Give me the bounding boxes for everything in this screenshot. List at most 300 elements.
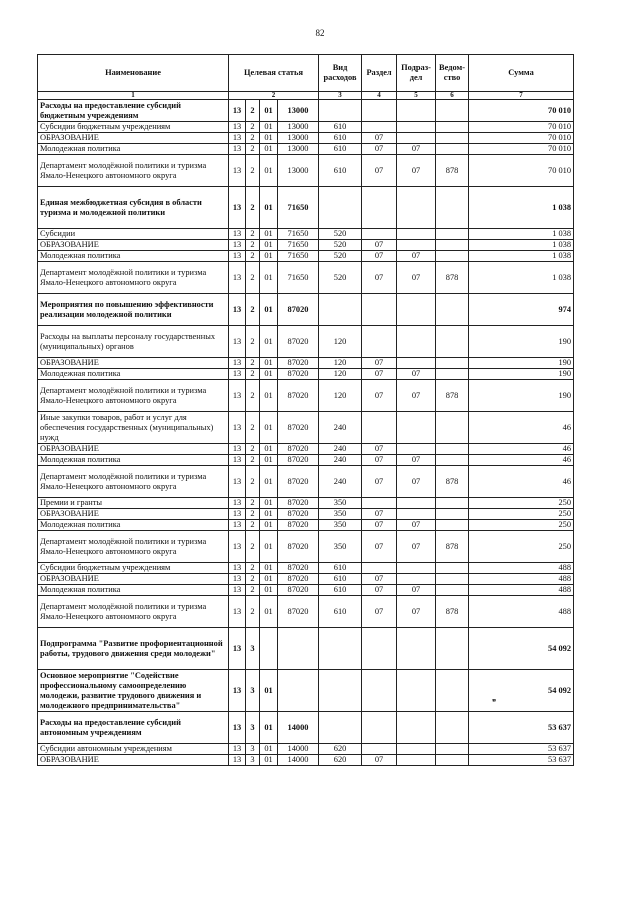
target-1-cell: 13 — [229, 520, 246, 531]
target-2-cell: 2 — [246, 133, 260, 144]
vedomstvo-cell — [436, 412, 469, 444]
target-4-cell: 87020 — [278, 596, 319, 628]
target-1-cell: 13 — [229, 628, 246, 670]
scan-mark: ❞ — [492, 698, 497, 707]
table-row — [38, 444, 574, 455]
vedomstvo-cell — [436, 229, 469, 240]
target-1-cell: 13 — [229, 744, 246, 755]
razdel-cell — [362, 744, 397, 755]
target-3-cell: 01 — [260, 596, 278, 628]
vid-cell: 520 — [319, 240, 362, 251]
vedomstvo-cell — [436, 520, 469, 531]
target-4-cell — [278, 670, 319, 712]
razdel-cell: 07 — [362, 155, 397, 187]
vedomstvo-cell — [436, 574, 469, 585]
table-row — [38, 744, 574, 755]
table-row — [38, 412, 574, 444]
sum-cell: 190 — [469, 369, 574, 380]
name-cell: Молодежная политика — [38, 585, 229, 596]
table-row — [38, 628, 574, 670]
target-4-cell: 14000 — [278, 744, 319, 755]
podrazdel-cell — [397, 574, 436, 585]
podrazdel-cell: 07 — [397, 144, 436, 155]
name-cell: Молодежная политика — [38, 520, 229, 531]
razdel-cell: 07 — [362, 455, 397, 466]
target-1-cell: 13 — [229, 380, 246, 412]
table-row — [38, 262, 574, 294]
sum-cell: 53 637 — [469, 744, 574, 755]
target-3-cell: 01 — [260, 509, 278, 520]
sum-cell: 46 — [469, 412, 574, 444]
table-row — [38, 455, 574, 466]
podrazdel-cell — [397, 412, 436, 444]
target-4-cell: 87020 — [278, 509, 319, 520]
table-row — [38, 240, 574, 251]
target-3-cell: 01 — [260, 155, 278, 187]
name-cell: Подпрограмма "Развитие профориентационной работы, трудового движения среди молодежи" — [38, 628, 229, 670]
target-1-cell: 13 — [229, 498, 246, 509]
name-cell: Молодежная политика — [38, 455, 229, 466]
target-2-cell: 2 — [246, 369, 260, 380]
name-cell: Расходы на предоставление субсидий автономным учреждениям — [38, 712, 229, 744]
vid-cell: 350 — [319, 498, 362, 509]
target-2-cell: 2 — [246, 122, 260, 133]
target-4-cell: 13000 — [278, 155, 319, 187]
target-3-cell: 01 — [260, 444, 278, 455]
name-cell: ОБРАЗОВАНИЕ — [38, 755, 229, 766]
target-1-cell: 13 — [229, 229, 246, 240]
vid-cell: 610 — [319, 585, 362, 596]
name-cell: Департамент молодёжной политики и туризма Ямало-Ненецкого автономного округа — [38, 380, 229, 412]
vid-cell: 520 — [319, 262, 362, 294]
target-2-cell: 2 — [246, 380, 260, 412]
vedomstvo-cell: 878 — [436, 155, 469, 187]
target-3-cell: 01 — [260, 100, 278, 122]
target-2-cell: 2 — [246, 251, 260, 262]
target-4-cell: 87020 — [278, 466, 319, 498]
target-1-cell: 13 — [229, 509, 246, 520]
target-2-cell: 2 — [246, 466, 260, 498]
target-1-cell: 13 — [229, 262, 246, 294]
sum-cell: 70 010 — [469, 144, 574, 155]
target-4-cell: 87020 — [278, 326, 319, 358]
razdel-cell — [362, 670, 397, 712]
sum-cell: 54 092 — [469, 670, 574, 712]
target-3-cell: 01 — [260, 574, 278, 585]
sum-cell: 46 — [469, 444, 574, 455]
target-4-cell: 87020 — [278, 574, 319, 585]
target-4-cell: 87020 — [278, 294, 319, 326]
podrazdel-cell — [397, 240, 436, 251]
header-summa: Сумма — [469, 55, 574, 92]
podrazdel-cell — [397, 744, 436, 755]
podrazdel-cell: 07 — [397, 155, 436, 187]
sum-cell: 190 — [469, 326, 574, 358]
table-row — [38, 100, 574, 122]
podrazdel-cell: 07 — [397, 251, 436, 262]
vedomstvo-cell — [436, 670, 469, 712]
vedomstvo-cell — [436, 294, 469, 326]
vid-cell — [319, 712, 362, 744]
razdel-cell: 07 — [362, 574, 397, 585]
podrazdel-cell — [397, 100, 436, 122]
target-1-cell: 13 — [229, 155, 246, 187]
colnum-6: 6 — [436, 92, 469, 100]
podrazdel-cell: 07 — [397, 369, 436, 380]
target-3-cell: 01 — [260, 563, 278, 574]
target-1-cell: 13 — [229, 358, 246, 369]
name-cell: Департамент молодёжной политики и туризма Ямало-Ненецкого автономного округа — [38, 262, 229, 294]
vid-cell: 610 — [319, 155, 362, 187]
vid-cell: 610 — [319, 563, 362, 574]
podrazdel-cell — [397, 712, 436, 744]
table-row — [38, 466, 574, 498]
razdel-cell — [362, 187, 397, 229]
sum-cell: 70 010 — [469, 122, 574, 133]
target-2-cell: 2 — [246, 509, 260, 520]
table-row — [38, 509, 574, 520]
podrazdel-cell — [397, 755, 436, 766]
vid-cell: 350 — [319, 509, 362, 520]
target-4-cell: 87020 — [278, 380, 319, 412]
vid-cell — [319, 187, 362, 229]
target-3-cell: 01 — [260, 755, 278, 766]
table-row — [38, 755, 574, 766]
target-4-cell: 71650 — [278, 262, 319, 294]
vedomstvo-cell — [436, 251, 469, 262]
target-3-cell: 01 — [260, 585, 278, 596]
vedomstvo-cell — [436, 455, 469, 466]
name-cell: Субсидии бюджетным учреждениям — [38, 563, 229, 574]
razdel-cell: 07 — [362, 585, 397, 596]
name-cell: Расходы на выплаты персоналу государственных (муниципальных) органов — [38, 326, 229, 358]
vedomstvo-cell — [436, 187, 469, 229]
target-1-cell: 13 — [229, 755, 246, 766]
razdel-cell — [362, 100, 397, 122]
vid-cell: 120 — [319, 326, 362, 358]
vedomstvo-cell — [436, 628, 469, 670]
target-2-cell: 2 — [246, 294, 260, 326]
name-cell: ОБРАЗОВАНИЕ — [38, 574, 229, 585]
target-2-cell: 2 — [246, 155, 260, 187]
name-cell: ОБРАЗОВАНИЕ — [38, 444, 229, 455]
target-2-cell: 2 — [246, 240, 260, 251]
vedomstvo-cell: 878 — [436, 596, 469, 628]
podrazdel-cell: 07 — [397, 531, 436, 563]
razdel-cell — [362, 294, 397, 326]
target-1-cell: 13 — [229, 133, 246, 144]
target-4-cell: 13000 — [278, 122, 319, 133]
sum-cell: 488 — [469, 585, 574, 596]
vid-cell: 120 — [319, 358, 362, 369]
target-3-cell: 01 — [260, 251, 278, 262]
target-4-cell: 87020 — [278, 369, 319, 380]
target-1-cell: 13 — [229, 455, 246, 466]
vid-cell — [319, 294, 362, 326]
table-row — [38, 563, 574, 574]
target-2-cell: 2 — [246, 229, 260, 240]
razdel-cell — [362, 122, 397, 133]
target-1-cell: 13 — [229, 670, 246, 712]
razdel-cell: 07 — [362, 444, 397, 455]
sum-cell: 1 038 — [469, 251, 574, 262]
vedomstvo-cell — [436, 326, 469, 358]
target-1-cell: 13 — [229, 240, 246, 251]
vedomstvo-cell — [436, 240, 469, 251]
column-number-row — [38, 92, 574, 100]
table-row — [38, 520, 574, 531]
target-1-cell: 13 — [229, 574, 246, 585]
podrazdel-cell — [397, 444, 436, 455]
vid-cell: 610 — [319, 574, 362, 585]
target-4-cell: 87020 — [278, 358, 319, 369]
sum-cell: 46 — [469, 455, 574, 466]
name-cell: Единая межбюджетная субсидия в области туризма и молодежной политики — [38, 187, 229, 229]
header-razdel: Раздел — [362, 55, 397, 92]
target-2-cell: 2 — [246, 563, 260, 574]
vid-cell: 610 — [319, 596, 362, 628]
sum-cell: 250 — [469, 520, 574, 531]
target-1-cell: 13 — [229, 326, 246, 358]
razdel-cell: 07 — [362, 466, 397, 498]
vid-cell: 240 — [319, 466, 362, 498]
target-1-cell: 13 — [229, 251, 246, 262]
table-row — [38, 144, 574, 155]
target-2-cell: 2 — [246, 498, 260, 509]
razdel-cell: 07 — [362, 240, 397, 251]
podrazdel-cell — [397, 628, 436, 670]
razdel-cell: 07 — [362, 144, 397, 155]
sum-cell: 190 — [469, 358, 574, 369]
budget-table — [37, 54, 574, 766]
target-3-cell: 01 — [260, 240, 278, 251]
name-cell: Премии и гранты — [38, 498, 229, 509]
colnum-2: 2 — [229, 92, 319, 100]
vedomstvo-cell — [436, 509, 469, 520]
target-4-cell: 13000 — [278, 100, 319, 122]
target-1-cell: 13 — [229, 144, 246, 155]
sum-cell: 974 — [469, 294, 574, 326]
podrazdel-cell — [397, 122, 436, 133]
sum-cell: 46 — [469, 466, 574, 498]
table-row — [38, 294, 574, 326]
table-row — [38, 585, 574, 596]
table-row — [38, 251, 574, 262]
vid-cell — [319, 670, 362, 712]
target-1-cell: 13 — [229, 712, 246, 744]
colnum-5: 5 — [397, 92, 436, 100]
target-4-cell: 87020 — [278, 531, 319, 563]
target-2-cell: 2 — [246, 585, 260, 596]
target-1-cell: 13 — [229, 187, 246, 229]
razdel-cell: 07 — [362, 520, 397, 531]
vedomstvo-cell: 878 — [436, 466, 469, 498]
sum-cell: 1 038 — [469, 262, 574, 294]
sum-cell: 190 — [469, 380, 574, 412]
target-2-cell: 2 — [246, 412, 260, 444]
colnum-7: 7 — [469, 92, 574, 100]
target-2-cell: 2 — [246, 144, 260, 155]
table-row — [38, 531, 574, 563]
target-2-cell: 2 — [246, 455, 260, 466]
target-1-cell: 13 — [229, 122, 246, 133]
razdel-cell: 07 — [362, 369, 397, 380]
target-3-cell: 01 — [260, 262, 278, 294]
target-4-cell: 71650 — [278, 240, 319, 251]
target-2-cell: 2 — [246, 520, 260, 531]
podrazdel-cell — [397, 187, 436, 229]
vedomstvo-cell — [436, 755, 469, 766]
target-3-cell: 01 — [260, 520, 278, 531]
target-3-cell: 01 — [260, 712, 278, 744]
podrazdel-cell — [397, 509, 436, 520]
name-cell: Молодежная политика — [38, 369, 229, 380]
vid-cell: 350 — [319, 520, 362, 531]
sum-cell: 250 — [469, 509, 574, 520]
target-2-cell: 2 — [246, 444, 260, 455]
vedomstvo-cell — [436, 122, 469, 133]
target-2-cell: 3 — [246, 712, 260, 744]
name-cell: Субсидии автономным учреждениям — [38, 744, 229, 755]
sum-cell: 488 — [469, 596, 574, 628]
razdel-cell: 07 — [362, 380, 397, 412]
target-2-cell: 2 — [246, 326, 260, 358]
header-vid: Вид расходов — [319, 55, 362, 92]
vedomstvo-cell — [436, 585, 469, 596]
vedomstvo-cell — [436, 744, 469, 755]
target-2-cell: 3 — [246, 670, 260, 712]
name-cell: ОБРАЗОВАНИЕ — [38, 509, 229, 520]
target-2-cell: 2 — [246, 596, 260, 628]
table-row — [38, 498, 574, 509]
razdel-cell — [362, 498, 397, 509]
target-3-cell: 01 — [260, 744, 278, 755]
podrazdel-cell — [397, 326, 436, 358]
vedomstvo-cell — [436, 712, 469, 744]
podrazdel-cell: 07 — [397, 380, 436, 412]
colnum-4: 4 — [362, 92, 397, 100]
vid-cell: 610 — [319, 144, 362, 155]
target-1-cell: 13 — [229, 585, 246, 596]
sum-cell: 70 010 — [469, 100, 574, 122]
name-cell: Мероприятия по повышению эффективности реализации молодежной политики — [38, 294, 229, 326]
vedomstvo-cell — [436, 563, 469, 574]
target-2-cell: 2 — [246, 100, 260, 122]
name-cell: Департамент молодёжной политики и туризма Ямало-Ненецкого автономного округа — [38, 596, 229, 628]
target-3-cell: 01 — [260, 369, 278, 380]
target-3-cell: 01 — [260, 380, 278, 412]
vid-cell — [319, 100, 362, 122]
target-1-cell: 13 — [229, 294, 246, 326]
sum-cell: 53 637 — [469, 712, 574, 744]
razdel-cell: 07 — [362, 251, 397, 262]
sum-cell: 70 010 — [469, 155, 574, 187]
target-3-cell: 01 — [260, 122, 278, 133]
name-cell: Департамент молодёжной политики и туризма Ямало-Ненецкого автономного округа — [38, 466, 229, 498]
vid-cell: 350 — [319, 531, 362, 563]
header-target: Целевая статья — [229, 55, 319, 92]
name-cell: Иные закупки товаров, работ и услуг для обеспечения государственных (муниципальных) нужд — [38, 412, 229, 444]
target-4-cell — [278, 628, 319, 670]
target-2-cell: 2 — [246, 262, 260, 294]
target-3-cell: 01 — [260, 531, 278, 563]
podrazdel-cell — [397, 229, 436, 240]
target-2-cell: 2 — [246, 187, 260, 229]
target-4-cell: 87020 — [278, 498, 319, 509]
vedomstvo-cell — [436, 133, 469, 144]
podrazdel-cell — [397, 563, 436, 574]
name-cell: Молодежная политика — [38, 144, 229, 155]
target-1-cell: 13 — [229, 444, 246, 455]
razdel-cell — [362, 563, 397, 574]
sum-cell: 250 — [469, 531, 574, 563]
table-row — [38, 155, 574, 187]
page-number: 82 — [315, 28, 325, 38]
target-3-cell: 01 — [260, 670, 278, 712]
vedomstvo-cell — [436, 498, 469, 509]
target-2-cell: 3 — [246, 628, 260, 670]
target-1-cell: 13 — [229, 412, 246, 444]
header-vedomstvo: Ведом-ство — [436, 55, 469, 92]
name-cell: ОБРАЗОВАНИЕ — [38, 358, 229, 369]
target-3-cell: 01 — [260, 187, 278, 229]
vid-cell: 610 — [319, 122, 362, 133]
vid-cell: 620 — [319, 744, 362, 755]
vid-cell: 520 — [319, 251, 362, 262]
table-row — [38, 122, 574, 133]
podrazdel-cell: 07 — [397, 520, 436, 531]
table-row — [38, 229, 574, 240]
colnum-1: 1 — [38, 92, 229, 100]
target-3-cell: 01 — [260, 229, 278, 240]
name-cell: Субсидии бюджетным учреждениям — [38, 122, 229, 133]
vedomstvo-cell: 878 — [436, 262, 469, 294]
razdel-cell — [362, 326, 397, 358]
target-3-cell — [260, 628, 278, 670]
podrazdel-cell — [397, 294, 436, 326]
name-cell: Молодежная политика — [38, 251, 229, 262]
razdel-cell: 07 — [362, 358, 397, 369]
vedomstvo-cell — [436, 444, 469, 455]
header-name: Наименование — [38, 55, 229, 92]
vedomstvo-cell — [436, 144, 469, 155]
vedomstvo-cell: 878 — [436, 531, 469, 563]
razdel-cell: 07 — [362, 531, 397, 563]
target-3-cell: 01 — [260, 455, 278, 466]
target-1-cell: 13 — [229, 531, 246, 563]
sum-cell: 70 010 — [469, 133, 574, 144]
target-1-cell: 13 — [229, 563, 246, 574]
target-4-cell: 71650 — [278, 251, 319, 262]
name-cell: Департамент молодёжной политики и туризма Ямало-Ненецкого автономного округа — [38, 155, 229, 187]
vid-cell — [319, 628, 362, 670]
razdel-cell: 07 — [362, 755, 397, 766]
target-4-cell: 71650 — [278, 229, 319, 240]
target-1-cell: 13 — [229, 100, 246, 122]
razdel-cell — [362, 712, 397, 744]
podrazdel-cell — [397, 670, 436, 712]
razdel-cell: 07 — [362, 133, 397, 144]
vedomstvo-cell — [436, 358, 469, 369]
razdel-cell: 07 — [362, 262, 397, 294]
colnum-3: 3 — [319, 92, 362, 100]
razdel-cell — [362, 229, 397, 240]
name-cell: ОБРАЗОВАНИЕ — [38, 240, 229, 251]
target-4-cell: 13000 — [278, 133, 319, 144]
sum-cell: 1 038 — [469, 240, 574, 251]
vedomstvo-cell: 878 — [436, 380, 469, 412]
name-cell: ОБРАЗОВАНИЕ — [38, 133, 229, 144]
